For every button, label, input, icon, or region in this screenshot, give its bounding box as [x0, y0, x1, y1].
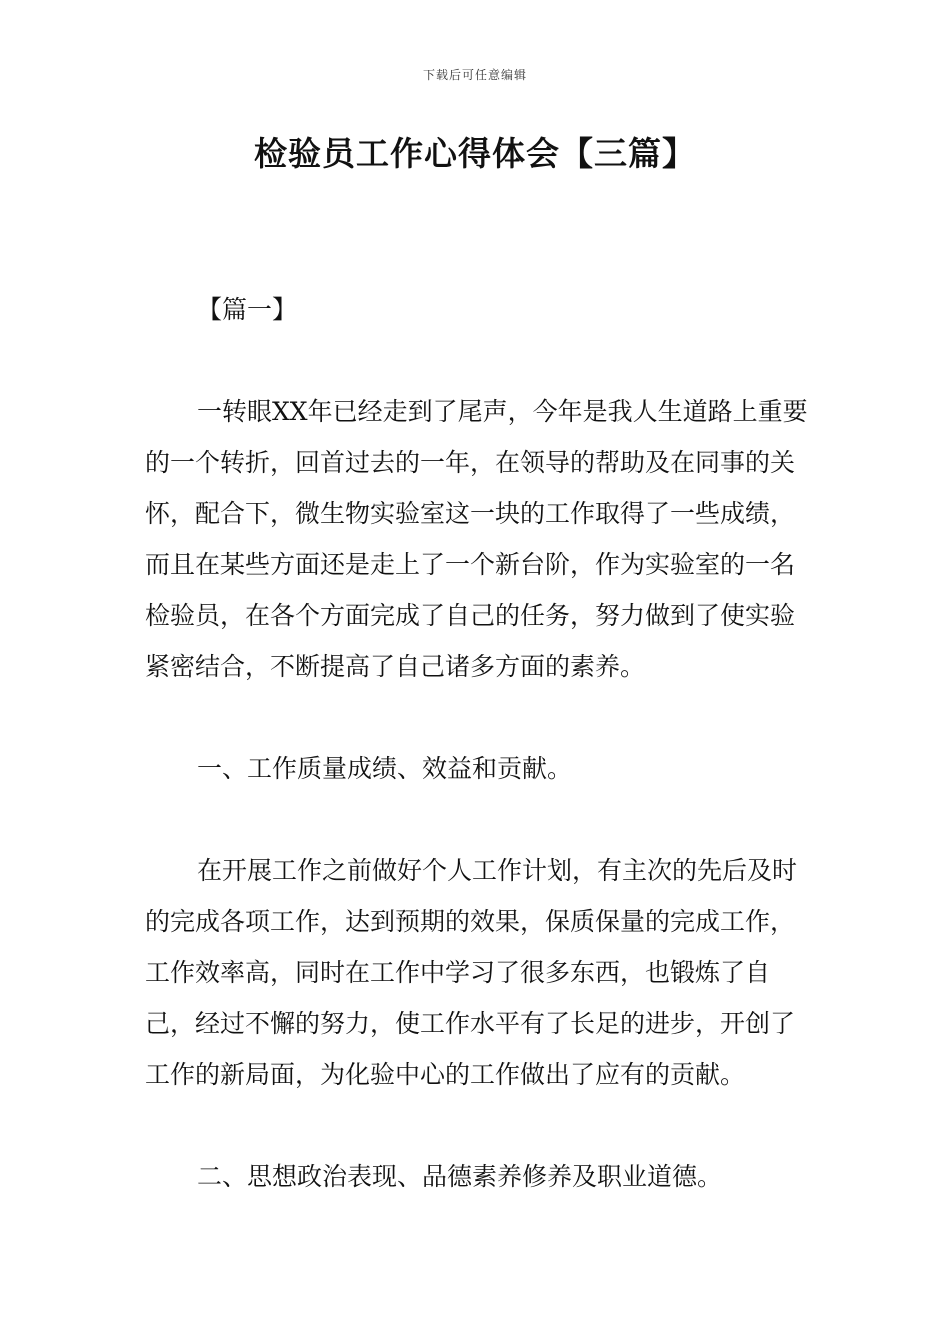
spacer [145, 692, 810, 743]
header-note: 下载后可任意编辑 [422, 68, 527, 82]
spacer [145, 1100, 810, 1151]
spacer [145, 335, 810, 386]
section-heading-2: 二、思想政治表现、品德素养修养及职业道德。 [197, 1162, 723, 1191]
intro-paragraph: 一转眼XX年已经走到了尾声，今年是我人生道路上重要的一个转折，回首过去的一年，在领导的帮助及在同事的关怀，配合下，微生物实验室这一块的工作取得了一些成绩，而且在某些方面还是走上了一个新台阶，作为实验室的一名检验员，在各个方面完成了自己的任务，努力做到了使实验紧密结合，不断提高了自己诸多方面的素养。 [145, 397, 808, 681]
document-title: 检验员工作心得体会【三篇】 [254, 134, 696, 173]
spacer [145, 794, 810, 845]
section-label: 【篇一】 [197, 295, 298, 324]
document-body [145, 284, 810, 1202]
section-heading-1: 一、工作质量成绩、效益和贡献。 [197, 754, 573, 783]
body-paragraph-1: 在开展工作之前做好个人工作计划，有主次的先后及时的完成各项工作，达到预期的效果，保质保量的完成工作，工作效率高，同时在工作中学习了很多东西，也锻炼了自己，经过不懈的努力，使工作水平有了长足的进步，开创了工作的新局面，为化验中心的工作做出了应有的贡献。 [145, 856, 798, 1089]
